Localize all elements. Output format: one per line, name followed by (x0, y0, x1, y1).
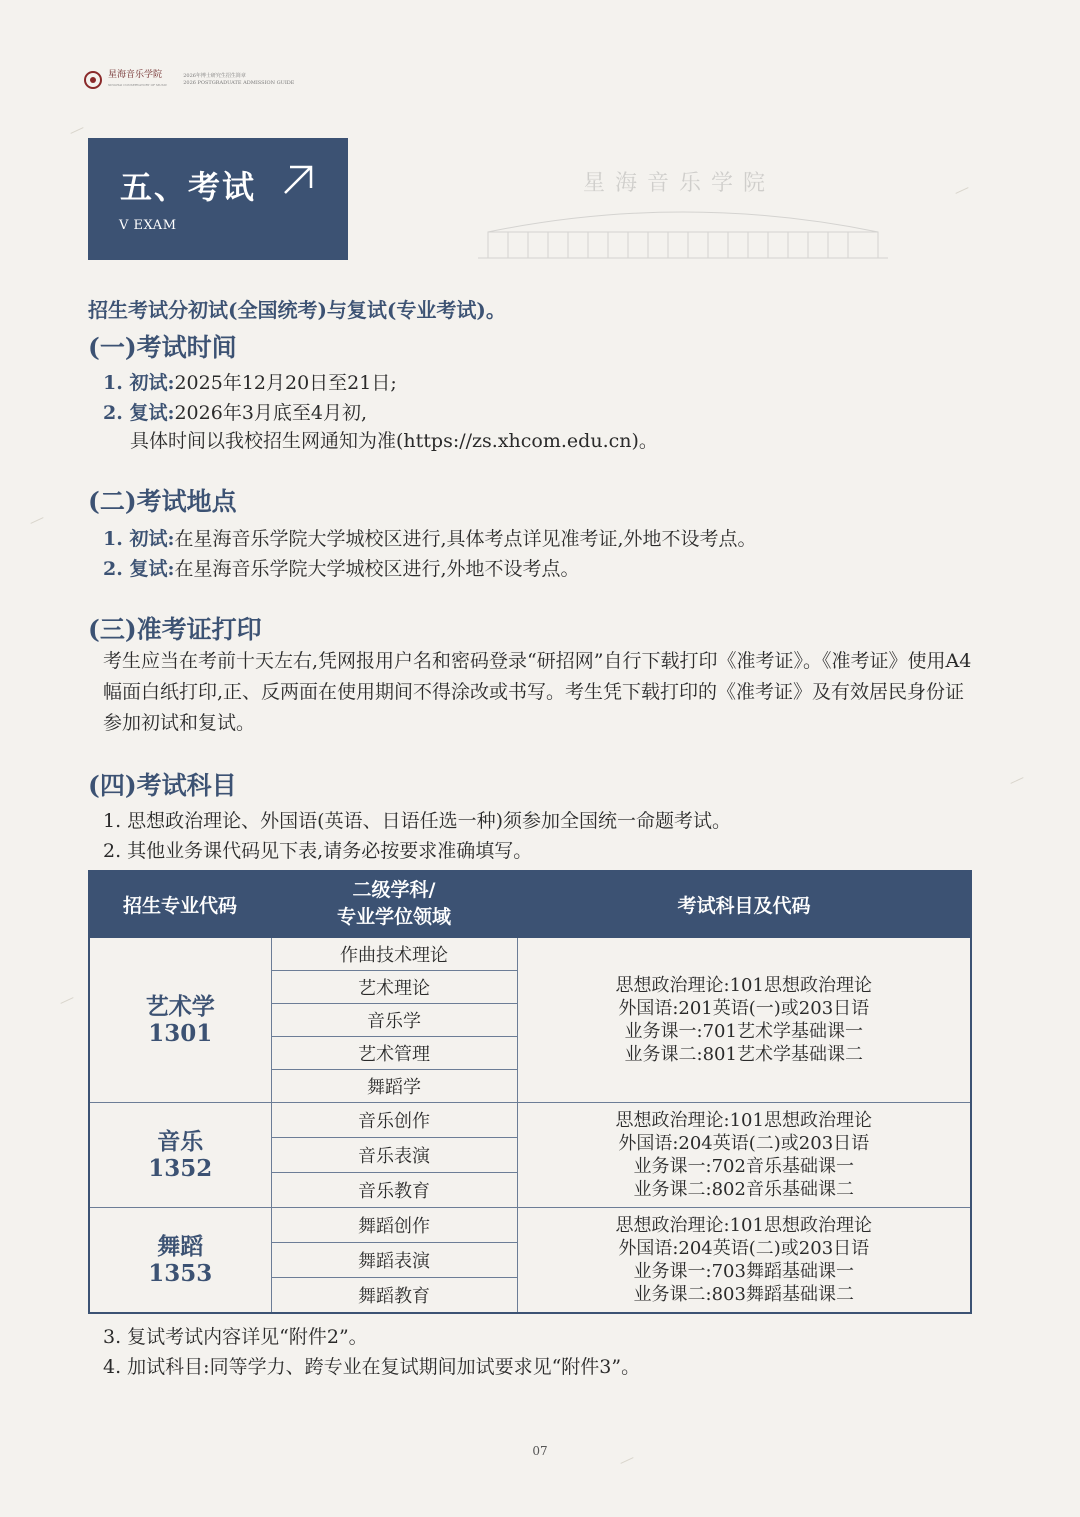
major-name: 舞蹈 (157, 1233, 204, 1260)
section-subtitle: V EXAM (119, 218, 177, 233)
discipline-cell: 作曲技术理论 (271, 937, 517, 971)
major-code-cell (89, 937, 271, 1103)
school-seal-icon (84, 71, 102, 89)
page-number: 07 (532, 1444, 548, 1458)
discipline-cell: 音乐表演 (271, 1138, 517, 1173)
exam-line: 思想政治理论:101思想政治理论 (615, 1215, 872, 1236)
discipline-cell: 舞蹈学 (271, 1070, 517, 1103)
exam-subjects-item-1: 1. 思想政治理论、外国语(英语、日语任选一种)须参加全国统一命题考试。 (103, 810, 731, 832)
school-name-en: XINGHAI CONSERVATORY OF MUSIC (108, 83, 168, 87)
heading-exam-subjects: (四)考试科目 (88, 771, 237, 800)
exam-time-note: 具体时间以我校招生网通知为准(https://zs.xhcom.edu.cn)。 (130, 430, 658, 452)
exam-place-text-2: 在星海音乐学院大学城校区进行,外地不设考点。 (174, 558, 580, 580)
guide-title-en: 2026 POSTGRADUATE ADMISSION GUIDE (183, 80, 295, 86)
table-header-discipline (271, 871, 517, 937)
campus-watermark (478, 162, 888, 262)
guide-title-cn: 2026年博士研究生招生简章 (183, 73, 246, 79)
arrow-up-right-icon (282, 164, 314, 196)
heading-admission-ticket: (三)准考证打印 (88, 615, 262, 644)
page-header (84, 70, 294, 90)
guide-title (183, 73, 294, 87)
discipline-cell: 舞蹈教育 (271, 1278, 517, 1314)
paper-texture (60, 997, 73, 1004)
discipline-cell: 艺术管理 (271, 1037, 517, 1070)
exam-subjects-item-2: 2. 其他业务课代码见下表,请务必按要求准确填写。 (103, 840, 533, 862)
table-header-code: 招生专业代码 (89, 871, 271, 937)
table-row (89, 1103, 971, 1138)
exam-place-text-1: 在星海音乐学院大学城校区进行,具体考点详见准考证,外地不设考点。 (174, 528, 757, 550)
table-header-exams: 考试科目及代码 (517, 871, 971, 937)
exam-subjects-cell (517, 1208, 971, 1314)
table-row (89, 1208, 971, 1243)
exam-time-label-1: 1. 初试: (103, 372, 175, 394)
major-name: 音乐 (157, 1128, 204, 1155)
exam-subjects-cell (517, 937, 971, 1103)
paper-texture (70, 127, 83, 134)
exam-place-label-2: 2. 复试: (103, 558, 175, 580)
major-name: 艺术学 (145, 993, 215, 1020)
exam-line: 业务课二:802音乐基础课二 (633, 1179, 854, 1200)
exam-line: 业务课一:701艺术学基础课一 (624, 1021, 863, 1042)
exam-place-item-2 (103, 554, 580, 581)
discipline-cell: 音乐教育 (271, 1173, 517, 1208)
school-name: 星海音乐学院 (108, 70, 163, 80)
exam-time-text-1: 2025年12月20日至21日; (174, 372, 397, 394)
exam-time-label-2: 2. 复试: (103, 402, 175, 424)
major-code: 1301 (148, 1020, 213, 1047)
paper-texture (1010, 777, 1023, 784)
heading-exam-place: (二)考试地点 (88, 487, 237, 516)
paper-texture (620, 1457, 633, 1464)
watermark-text: 星海音乐学院 (583, 171, 776, 196)
exam-line: 外国语:204英语(二)或203日语 (618, 1133, 870, 1154)
exam-line: 思想政治理论:101思想政治理论 (615, 975, 872, 996)
school-logo-text (108, 70, 167, 90)
heading-exam-time: (一)考试时间 (88, 333, 237, 362)
table-header-row (89, 871, 971, 937)
exam-line: 业务课二:801艺术学基础课二 (624, 1044, 863, 1065)
paper-texture (30, 517, 43, 524)
exam-subjects-table (88, 870, 972, 1314)
exam-line: 业务课一:703舞蹈基础课一 (633, 1261, 854, 1282)
exam-subjects-cell (517, 1103, 971, 1208)
discipline-cell: 音乐创作 (271, 1103, 517, 1138)
exam-line: 外国语:201英语(一)或203日语 (618, 998, 870, 1019)
exam-time-item-1 (103, 368, 397, 395)
major-code: 1352 (148, 1155, 213, 1182)
exam-line: 外国语:204英语(二)或203日语 (618, 1238, 870, 1259)
exam-subjects-item-4: 4. 加试科目:同等学力、跨专业在复试期间加试要求见“附件3”。 (103, 1356, 641, 1378)
discipline-cell: 音乐学 (271, 1004, 517, 1037)
intro-text: 招生考试分初试(全国统考)与复试(专业考试)。 (88, 298, 506, 322)
table-header-discipline-line1: 二级学科/ (352, 879, 436, 901)
exam-line: 业务课二:803舞蹈基础课二 (633, 1284, 854, 1305)
exam-line: 业务课一:702音乐基础课一 (633, 1156, 854, 1177)
discipline-cell: 艺术理论 (271, 971, 517, 1004)
discipline-cell: 舞蹈创作 (271, 1208, 517, 1243)
exam-subjects-item-3: 3. 复试考试内容详见“附件2”。 (103, 1326, 368, 1348)
exam-time-item-2 (103, 398, 367, 425)
section-banner (88, 138, 348, 260)
exam-place-label-1: 1. 初试: (103, 528, 175, 550)
discipline-cell: 舞蹈表演 (271, 1243, 517, 1278)
exam-time-text-2: 2026年3月底至4月初, (174, 402, 368, 424)
major-code: 1353 (148, 1260, 213, 1287)
paper-texture (955, 187, 968, 194)
table-header-discipline-line2: 专业学位领域 (336, 906, 451, 928)
admission-ticket-text: 考生应当在考前十天左右,凭网报用户名和密码登录“研招网”自行下载打印《准考证》。《准考证》使用A4幅面白纸打印,正、反两面在使用期间不得涂改或书写。考生凭下载打印的《准考证》及有效居民身份证参加初试和复试。 (103, 650, 972, 734)
table-row (89, 937, 971, 971)
major-code-cell (89, 1103, 271, 1208)
section-title: 五、考试 (120, 168, 257, 206)
exam-place-item-1 (103, 524, 757, 551)
major-code-cell (89, 1208, 271, 1314)
exam-line: 思想政治理论:101思想政治理论 (615, 1110, 872, 1131)
